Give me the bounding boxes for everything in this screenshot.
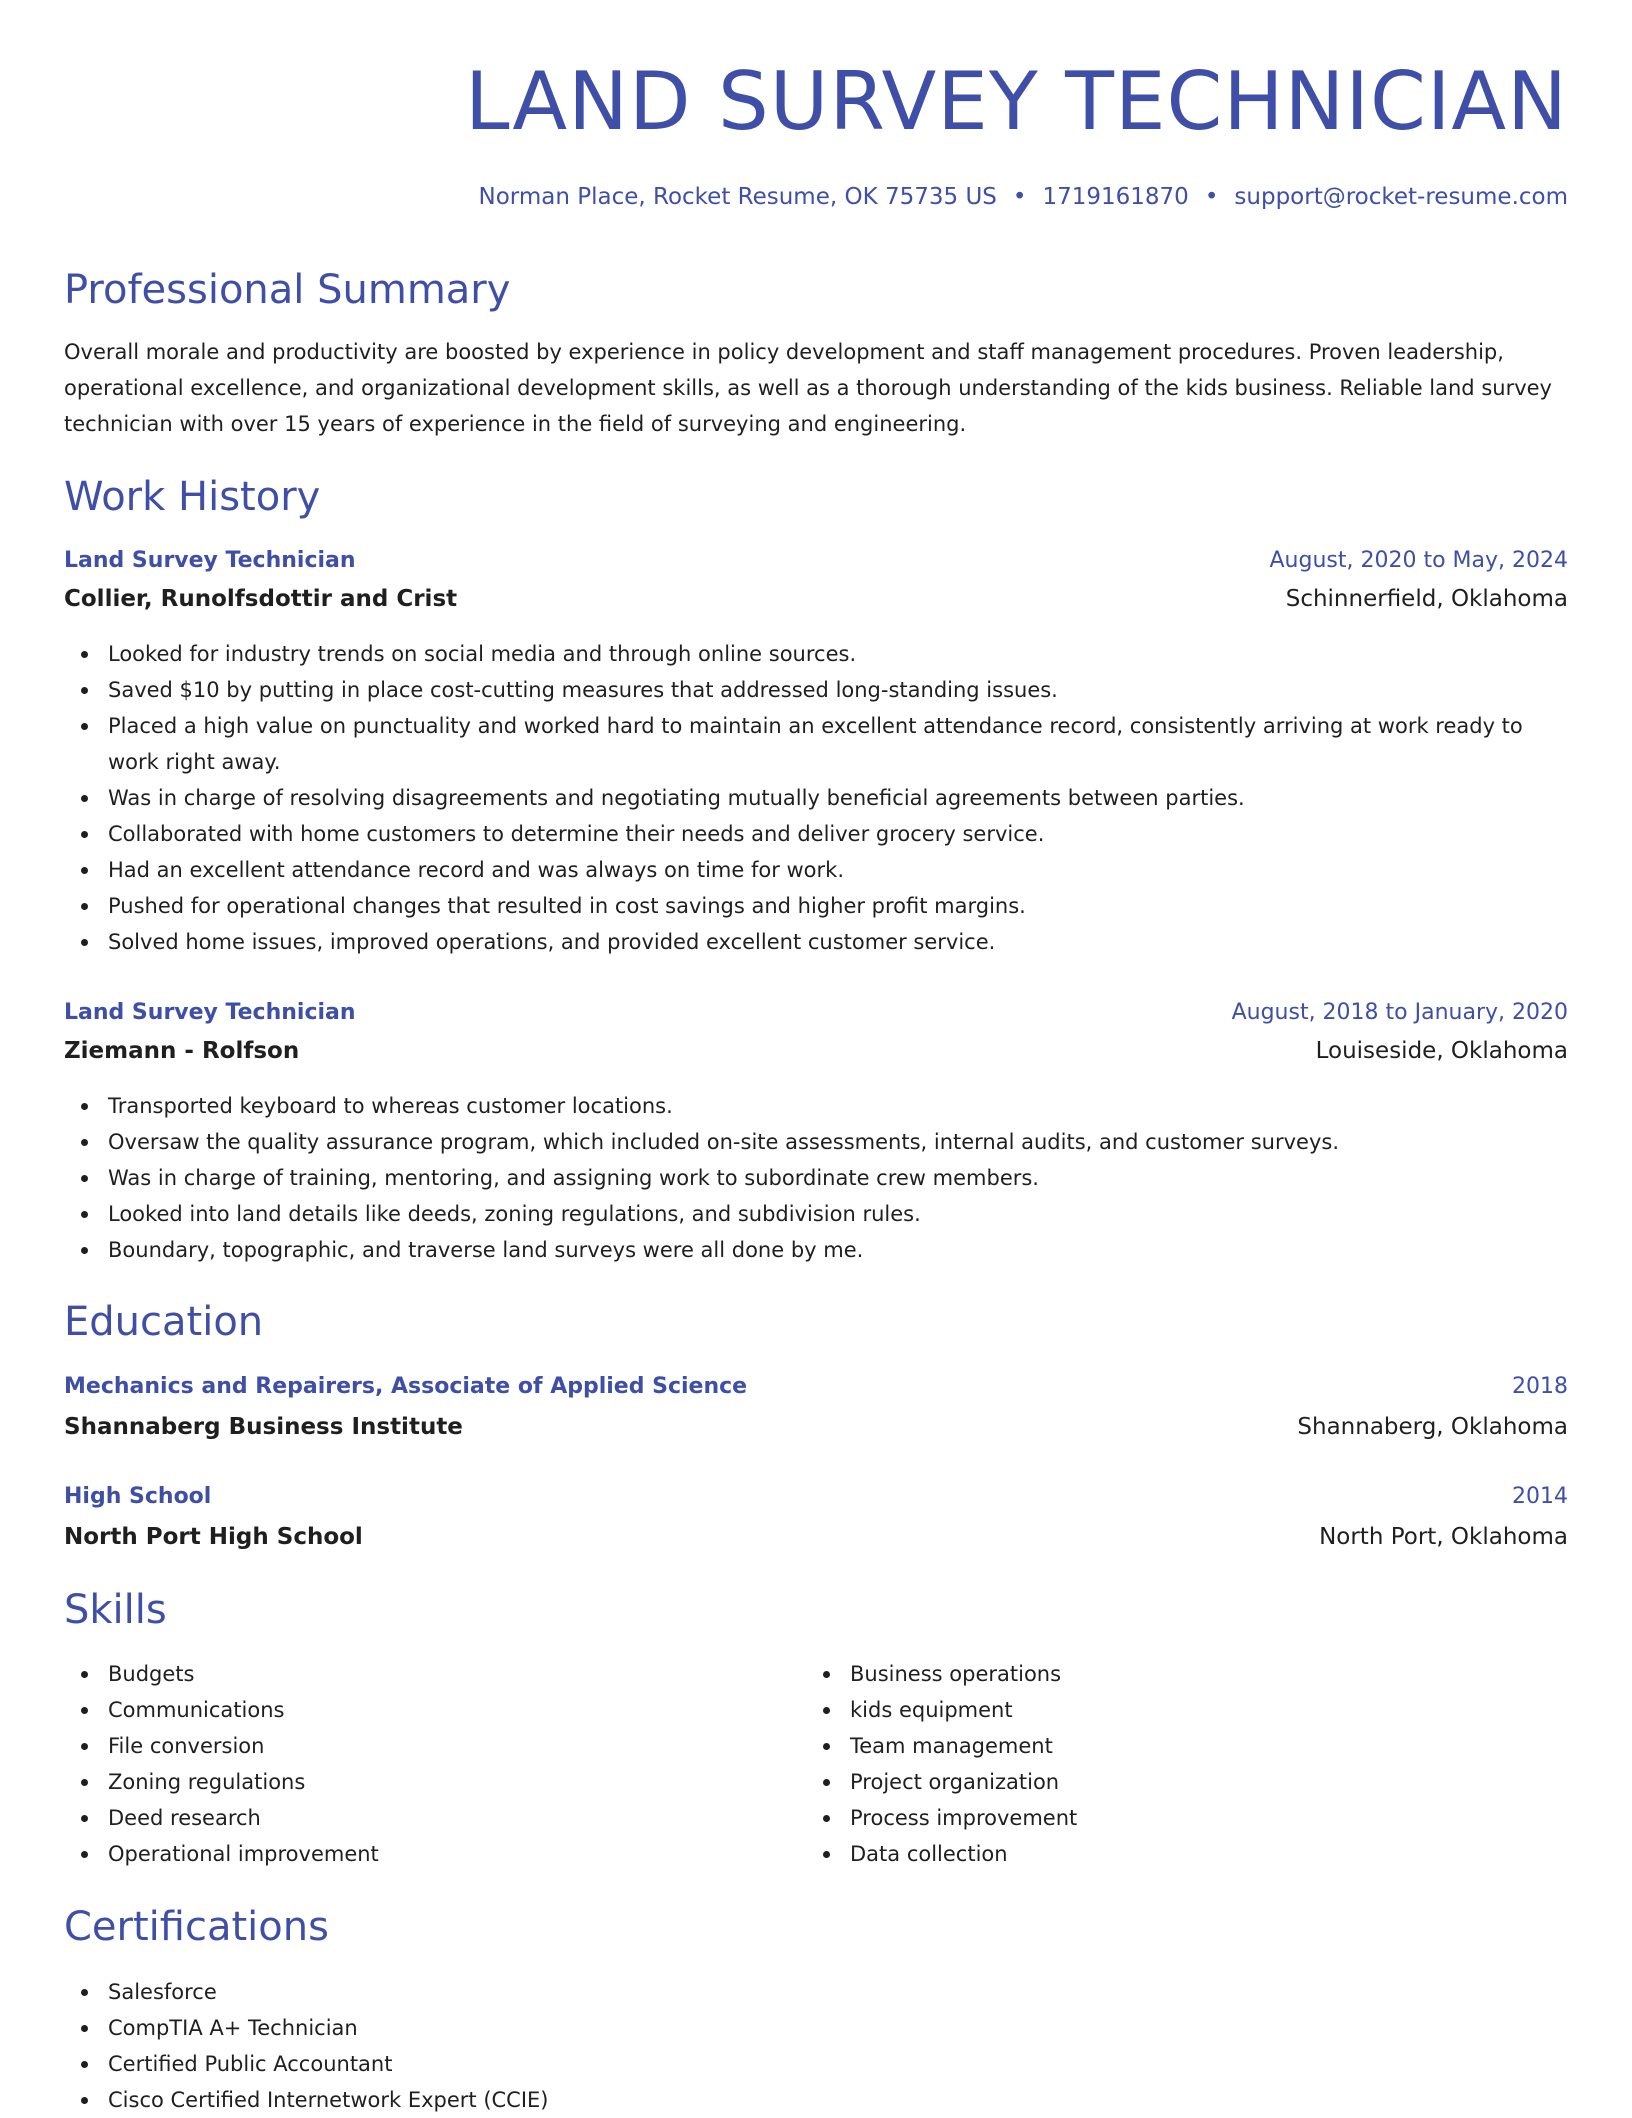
job-company: Ziemann - Rolfson	[64, 1038, 300, 1064]
skills-list-right	[806, 1656, 1550, 1872]
education-location: Shannaberg, Oklahoma	[1297, 1414, 1568, 1440]
skill-item: Business operations	[850, 1656, 1550, 1692]
job-bullet: Had an excellent attendance record and was always on time for work.	[108, 852, 1568, 888]
job-title: Land Survey Technician	[64, 1000, 356, 1025]
certifications-heading: Certifications	[64, 1904, 329, 1950]
skill-item: Deed research	[108, 1800, 798, 1836]
job-dates: August, 2018 to January, 2020	[1231, 1000, 1568, 1025]
job-bullet: Oversaw the quality assurance program, which included on-site assessments, internal audits, and customer surveys.	[108, 1124, 1568, 1160]
certifications-list	[64, 1974, 1108, 2118]
contact-address: Norman Place, Rocket Resume, OK 75735 US	[478, 184, 997, 210]
education-year: 2014	[1512, 1484, 1568, 1509]
certification-item: CompTIA A+ Technician	[108, 2010, 1108, 2046]
certification-item: Salesforce	[108, 1974, 1108, 2010]
job-bullet: Boundary, topographic, and traverse land surveys were all done by me.	[108, 1232, 1568, 1268]
education-header	[64, 1480, 1568, 1514]
summary-heading: Professional Summary	[64, 267, 511, 313]
job-org	[64, 1034, 1568, 1068]
contact-phone: 1719161870	[1042, 184, 1189, 210]
skill-item: Budgets	[108, 1656, 798, 1692]
contact-line	[479, 180, 1568, 214]
contact-separator: •	[1204, 184, 1219, 210]
contact-email: support@rocket-resume.com	[1234, 184, 1568, 210]
job-location: Louiseside, Oklahoma	[1315, 1038, 1568, 1064]
resume-title: LAND SURVEY TECHNICIAN	[464, 55, 1568, 148]
job-bullet: Transported keyboard to whereas customer locations.	[108, 1088, 1568, 1124]
skill-item: File conversion	[108, 1728, 798, 1764]
skills-heading: Skills	[64, 1587, 167, 1633]
job-bullet: Was in charge of resolving disagreements and negotiating mutually beneficial agreements between parties.	[108, 780, 1568, 816]
job-bullet: Was in charge of training, mentoring, and assigning work to subordinate crew members.	[108, 1160, 1568, 1196]
work-history-heading: Work History	[64, 474, 321, 520]
job-bullet: Solved home issues, improved operations, and provided excellent customer service.	[108, 924, 1568, 960]
job-bullet: Looked into land details like deeds, zoning regulations, and subdivision rules.	[108, 1196, 1568, 1232]
job-header	[64, 996, 1568, 1030]
skill-item: kids equipment	[850, 1692, 1550, 1728]
skill-item: Project organization	[850, 1764, 1550, 1800]
education-degree: High School	[64, 1484, 212, 1509]
job-org	[64, 582, 1568, 616]
education-year: 2018	[1512, 1374, 1568, 1399]
certification-item: Certified Public Accountant	[108, 2046, 1108, 2082]
job-location: Schinnerfield, Oklahoma	[1285, 586, 1568, 612]
education-heading: Education	[64, 1299, 264, 1345]
contact-separator: •	[1012, 184, 1027, 210]
job-bullet: Collaborated with home customers to determine their needs and deliver grocery service.	[108, 816, 1568, 852]
certification-item: Cisco Certified Internetwork Expert (CCIE)	[108, 2082, 1108, 2118]
job-bullet: Placed a high value on punctuality and worked hard to maintain an excellent attendance record, consistently arriving at work ready to work right away.	[108, 708, 1568, 780]
skill-item: Process improvement	[850, 1800, 1550, 1836]
skill-item: Team management	[850, 1728, 1550, 1764]
education-degree: Mechanics and Repairers, Associate of Applied Science	[64, 1374, 748, 1399]
education-location: North Port, Oklahoma	[1319, 1524, 1568, 1550]
job-title: Land Survey Technician	[64, 548, 356, 573]
education-org	[64, 1410, 1568, 1444]
job-bullet: Pushed for operational changes that resulted in cost savings and higher profit margins.	[108, 888, 1568, 924]
job-bullets	[64, 1088, 1568, 1268]
job-dates: August, 2020 to May, 2024	[1269, 548, 1568, 573]
job-bullet: Looked for industry trends on social media and through online sources.	[108, 636, 1568, 672]
skill-item: Data collection	[850, 1836, 1550, 1872]
skill-item: Operational improvement	[108, 1836, 798, 1872]
job-bullets	[64, 636, 1568, 960]
skill-item: Communications	[108, 1692, 798, 1728]
skill-item: Zoning regulations	[108, 1764, 798, 1800]
education-header	[64, 1370, 1568, 1404]
education-org	[64, 1520, 1568, 1554]
education-school: North Port High School	[64, 1524, 363, 1550]
skills-list-left	[64, 1656, 798, 1872]
job-bullet: Saved $10 by putting in place cost-cutting measures that addressed long-standing issues.	[108, 672, 1568, 708]
job-header	[64, 544, 1568, 578]
education-school: Shannaberg Business Institute	[64, 1414, 463, 1440]
job-company: Collier, Runolfsdottir and Crist	[64, 586, 458, 612]
summary-text: Overall morale and productivity are boosted by experience in policy development and staff management procedures. Proven leadership, operational excellence, and organizational development skills, as well as a thorough understanding of the kids business. Reliable land survey technician with over 15 years of experience in the field of surveying and engineering.	[64, 340, 1552, 436]
